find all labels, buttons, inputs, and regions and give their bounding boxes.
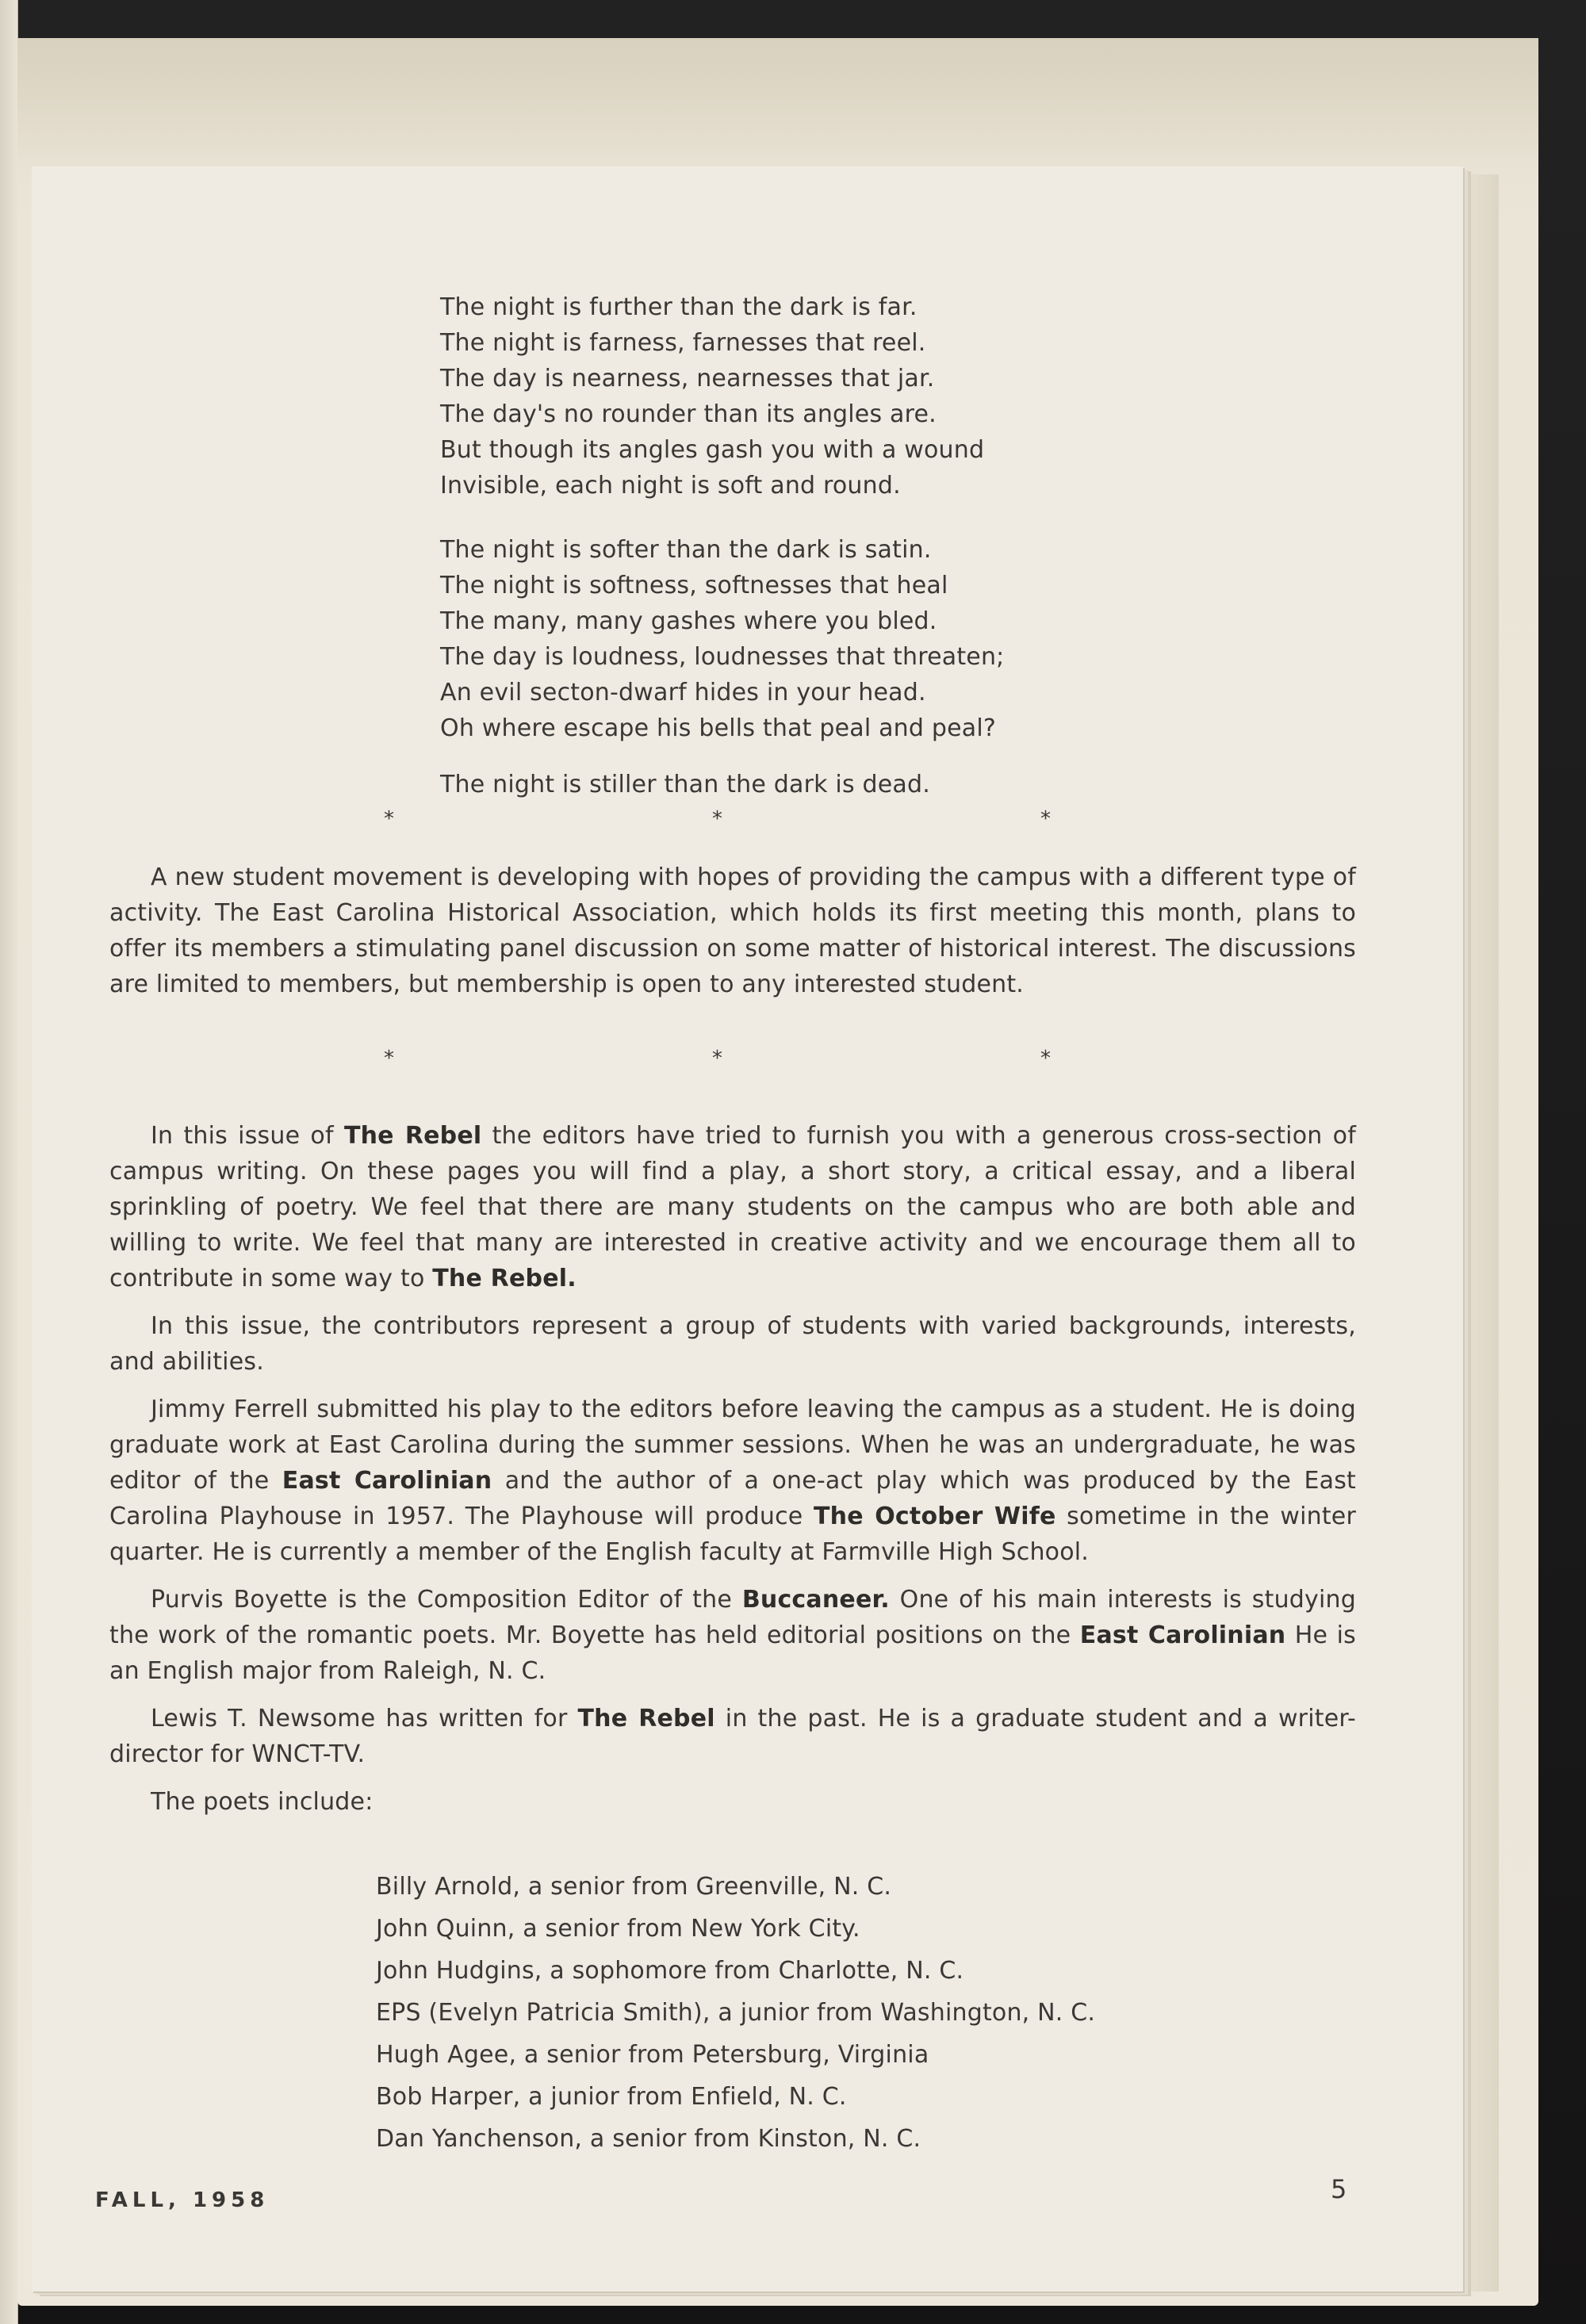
- newspaper-title: East Carolinian: [1079, 1621, 1286, 1649]
- poets-intro: The poets include:: [151, 1788, 374, 1816]
- poem-line: Invisible, each night is soft and round.: [440, 472, 901, 500]
- separator-star: *: [384, 807, 394, 831]
- contributors-paragraph: In this issue, the contributors represent a group of students with varied backgrounds, interests, and abilities.: [109, 1312, 1356, 1376]
- sheet-edges: [1465, 174, 1499, 2291]
- poem-line: The night is farness, farnesses that reel.: [440, 329, 926, 357]
- page-number: 5: [1331, 2174, 1347, 2204]
- text-run: Purvis Boyette is the Composition Editor of the: [151, 1586, 742, 1614]
- separator-star: *: [712, 1047, 722, 1070]
- paragraph: A new student movement is developing with hopes of providing the campus with a different type of activity. The East Carolina Historical Association, which holds its first meeting this month, plans to offer its members a stimulating panel discussion on some matter of historical interest. The discussions are limited to members, but membership is open to any interested student.: [109, 863, 1356, 998]
- magazine-title: The Rebel: [577, 1705, 715, 1732]
- text-run: One of his main interests is studying the work of the romantic poets. Mr. Boyette has held editorial positions on the: [109, 1586, 1356, 1649]
- adjacent-page-edge: [0, 0, 18, 2324]
- poem-line: The many, many gashes where you bled.: [440, 607, 937, 635]
- text-run: in the past. He is a graduate student and a writer-director for WNCT-TV.: [109, 1705, 1357, 1768]
- section-separator: [0, 807, 1586, 839]
- poem-line: The night is softer than the dark is satin.: [440, 536, 932, 564]
- issue-date: FALL, 1958: [95, 2188, 270, 2212]
- poem: [440, 289, 1233, 802]
- separator-star: *: [1040, 807, 1051, 831]
- section-separator: [0, 1047, 1586, 1078]
- poet-entry: John Hudgins, a sophomore from Charlotte, N. C.: [376, 1957, 964, 1985]
- newsome-paragraph: [109, 1701, 1356, 1772]
- text-run: and the author of a one-act play which was produced by the East Carolina Playhouse in 1957. The Playhouse will produce: [109, 1467, 1356, 1530]
- page-shadow: [17, 38, 1538, 165]
- poet-entry: EPS (Evelyn Patricia Smith), a junior from Washington, N. C.: [376, 1999, 1096, 2027]
- separator-star: *: [1040, 1047, 1051, 1070]
- poem-stanza-1: [440, 289, 1233, 503]
- text-run: In this issue of: [151, 1122, 344, 1150]
- poem-stanza-2: [440, 532, 1233, 746]
- poem-line: The night is stiller than the dark is dead.: [440, 771, 930, 798]
- magazine-title: The Rebel.: [432, 1265, 577, 1292]
- magazine-title: The Rebel: [343, 1122, 482, 1150]
- yearbook-title: Buccaneer.: [741, 1586, 890, 1614]
- poem-line: The night is softness, softnesses that heal: [440, 572, 948, 599]
- separator-star: *: [712, 807, 722, 831]
- boyette-paragraph: [109, 1582, 1356, 1689]
- poem-closing-line: [440, 767, 1233, 802]
- poem-line: Oh where escape his bells that peal and peal?: [440, 714, 997, 742]
- poets-list: [376, 1866, 1327, 2160]
- poet-entry: Bob Harper, a junior from Enfield, N. C.: [376, 2083, 847, 2111]
- poet-entry: John Quinn, a senior from New York City.: [376, 1915, 860, 1943]
- poet-entry: Billy Arnold, a senior from Greenville, N. C.: [376, 1873, 892, 1901]
- poem-line: The day is loudness, loudnesses that threaten;: [440, 643, 1005, 671]
- poem-line: An evil secton-dwarf hides in your head.: [440, 679, 926, 706]
- text-run: Lewis T. Newsome has written for: [151, 1705, 578, 1732]
- poet-entry: Hugh Agee, a senior from Petersburg, Virginia: [376, 2041, 929, 2069]
- text-run: the editors have tried to furnish you with a generous cross-section of campus writing. On these pages you will find a play, a short story, a critical essay, and a liberal sprinkling of poetry. We feel that there are many students on the campus who are both able and willing to write. We feel that many are interested in creative activity and we encourage them all to contribute in some way to: [109, 1122, 1356, 1292]
- poem-line: But though its angles gash you with a wound: [440, 436, 985, 464]
- association-paragraph: [109, 860, 1356, 1014]
- poem-line: The night is further than the dark is far.: [440, 293, 918, 321]
- text-run: sometime in the winter quarter. He is currently a member of the English faculty at Farmville High School.: [109, 1503, 1356, 1566]
- poem-line: The day is nearness, nearnesses that jar.: [440, 365, 935, 392]
- intro-paragraph: [109, 1118, 1356, 1296]
- editors-note: [109, 1118, 1356, 1832]
- newspaper-title: East Carolinian: [282, 1467, 492, 1495]
- poet-entry: Dan Yanchenson, a senior from Kinston, N. C.: [376, 2125, 921, 2153]
- text-run: He is an English major from Raleigh, N. C.: [109, 1621, 1356, 1685]
- separator-star: *: [384, 1047, 394, 1070]
- ferrell-paragraph: [109, 1392, 1356, 1570]
- text-run: Jimmy Ferrell submitted his play to the editors before leaving the campus as a student. He is doing graduate work at East Carolina during the summer sessions. When he was an undergraduate, he was editor of the: [109, 1396, 1356, 1495]
- poem-line: The day's no rounder than its angles are.: [440, 400, 937, 428]
- play-title: The October Wife: [813, 1503, 1056, 1530]
